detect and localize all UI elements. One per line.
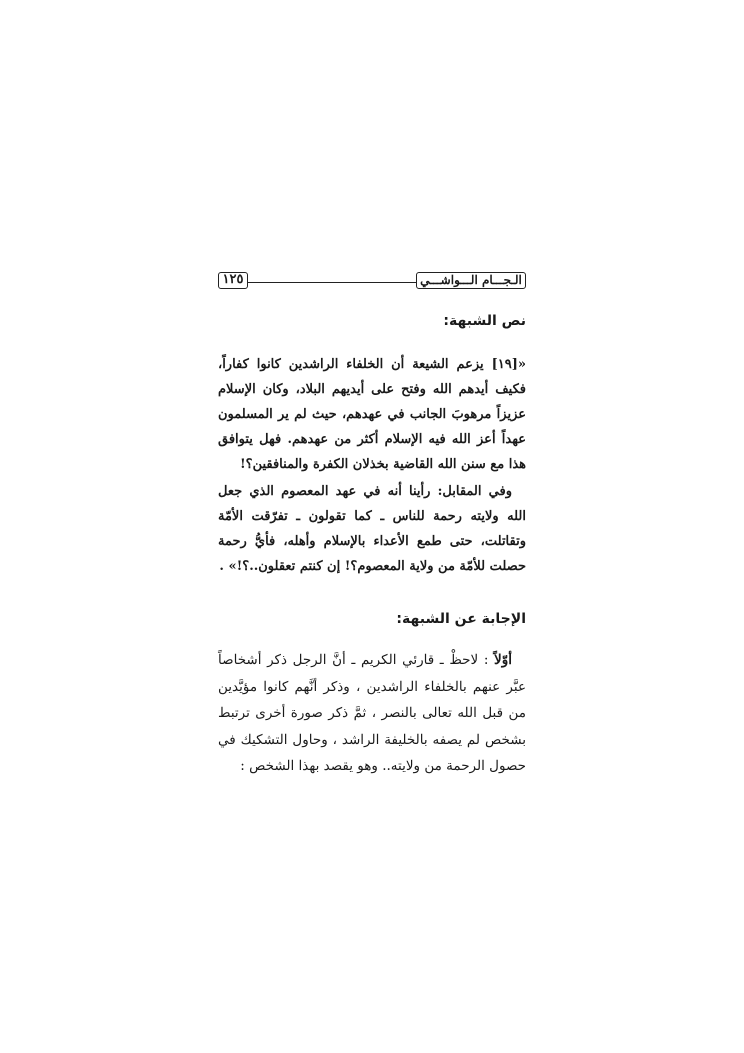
- doubt-quote: [218, 352, 526, 579]
- answer-lead: أوّلاً: [494, 652, 512, 668]
- section-heading-answer: الإجابة عن الشبهة:: [396, 611, 526, 627]
- answer-text: : لاحظْ ـ قارئي الكريم ـ أنَّ الرجل ذكر أشخاصاً عبَّر عنهم بالخلفاء الراشدين ، وذكر أنَّهم كانوا مؤيَّدين من قبل الله تعالى بالنصر ، ثمَّ ذكر صورة أخرى ترتبط بشخص لم يصفه بالخليفة الراشد ، وحاول التشكيك في حصول الرحمة من ولايته.. وهو يقصد بهذا الشخص :: [218, 652, 526, 774]
- section-heading-doubt: نص الشبهة:: [443, 313, 526, 329]
- answer-paragraph: [218, 647, 526, 780]
- quote-paragraph-2: وفي المقابل: رأينا أنه في عهد المعصوم الذي جعل الله ولايته رحمة للناس ـ كما تقولون ـ تفرّقت الأمّة وتقاتلت، حتى طمع الأعداء بالإسلام وأهله، فأيُّ رحمة حصلت للأمّة من ولاية المعصوم؟! إن كنتم تعقلون..؟!» .: [218, 484, 526, 574]
- page-number: ١٢٥: [218, 272, 248, 289]
- running-header: [218, 270, 526, 292]
- book-title: الـجـــام الـــواشـــي: [416, 272, 526, 289]
- answer-body: [218, 647, 526, 780]
- header-rule: [248, 282, 416, 283]
- quote-paragraph-1: «[١٩] يزعم الشيعة أن الخلفاء الراشدين كانوا كفاراً، فكيف أيدهم الله وفتح على أيديهم البلاد، وكان الإسلام عزيزاً مرهوبَ الجانب في عهدهم، حيث لم ير المسلمون عهداً أعز الله فيه الإسلام أكثر من عهدهم. فهل يتوافق هذا مع سنن الله القاضية بخذلان الكفرة والمنافقين؟!: [218, 357, 526, 472]
